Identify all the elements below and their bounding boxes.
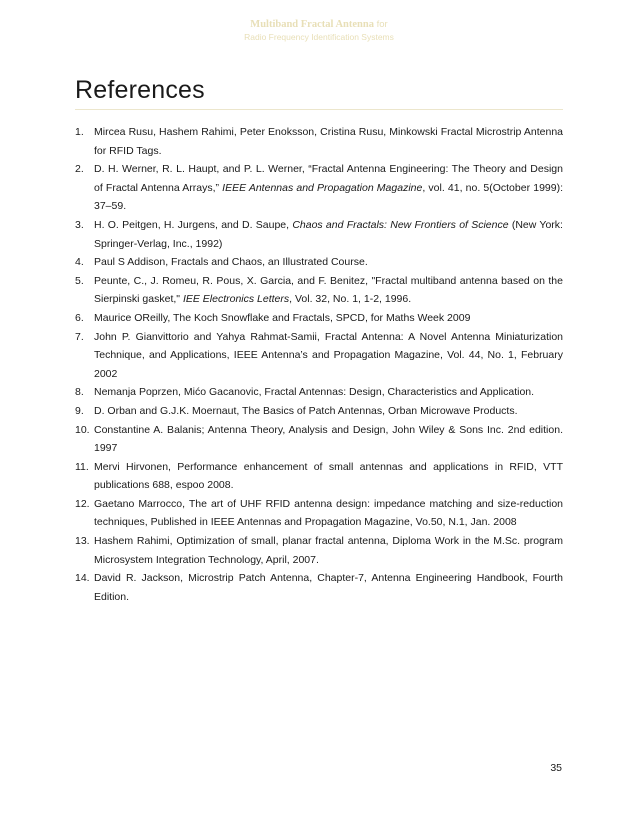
reference-item-13 bbox=[75, 532, 563, 569]
reference-journal-title: IEEE Antennas and Propagation Magazine bbox=[222, 181, 423, 194]
reference-number: 1. bbox=[75, 126, 84, 138]
reference-number: 2. bbox=[75, 163, 84, 176]
reference-number: 5. bbox=[75, 274, 84, 287]
reference-item-10 bbox=[75, 421, 563, 458]
reference-text-end: , vol. 41, no. 5(October 1999): 37–59. bbox=[94, 181, 563, 213]
reference-text: Maurice OReilly, The Koch Snowflake and Fractals, SPCD, for Maths Week 2009 bbox=[94, 311, 471, 324]
reference-item-14 bbox=[75, 569, 563, 606]
reference-item-5 bbox=[75, 272, 563, 309]
reference-text: Hashem Rahimi, Optimization of small, planar fractal antenna, Diploma Work in the M.Sc. program Microsystem Integration Technology, April, 2007. bbox=[94, 535, 563, 566]
reference-item-6 bbox=[75, 309, 563, 328]
reference-number: 13. bbox=[75, 535, 90, 548]
title-divider bbox=[75, 109, 563, 110]
reference-number: 10. bbox=[75, 423, 90, 436]
reference-item-9 bbox=[75, 402, 563, 421]
reference-text: Paul S Addison, Fractals and Chaos, an Illustrated Course. bbox=[94, 256, 368, 269]
reference-text: D. H. Werner, R. L. Haupt, and P. L. Werner, “Fractal Antenna Engineering: The Theory and Design of Fractal Antenna Arrays,” bbox=[94, 163, 563, 194]
running-header-title bbox=[0, 19, 638, 30]
reference-text: Constantine A. Balanis; Antenna Theory, Analysis and Design, John Wiley & Sons Inc. 2nd edition. 1997 bbox=[94, 423, 563, 455]
reference-text-end: (New York: Springer-Verlag, Inc., 1992) bbox=[94, 218, 563, 250]
reference-text: Peunte, C., J. Romeu, R. Pous, X. Garcia, and F. Benitez, "Fractal multiband antenna based on the Sierpinski gasket," bbox=[94, 274, 563, 306]
reference-number: 8. bbox=[75, 386, 84, 399]
reference-item-2 bbox=[75, 160, 563, 216]
reference-text: David R. Jackson, Microstrip Patch Antenna, Chapter-7, Antenna Engineering Handbook, Fourth Edition. bbox=[94, 572, 563, 603]
reference-item-8 bbox=[75, 383, 563, 402]
reference-number: 14. bbox=[75, 572, 90, 585]
reference-text: Mircea Rusu, Hashem Rahimi, Peter Enoksson, Cristina Rusu, Minkowski Fractal Microstrip Antenna for RFID Tags. bbox=[94, 126, 563, 157]
reference-text: H. O. Peitgen, H. Jurgens, and D. Saupe, bbox=[94, 218, 293, 231]
reference-number: 9. bbox=[75, 404, 84, 417]
reference-item-3 bbox=[75, 216, 563, 253]
reference-book-title: Chaos and Fractals: New Frontiers of Science bbox=[292, 218, 509, 231]
reference-number: 4. bbox=[75, 256, 84, 269]
reference-item-11 bbox=[75, 458, 563, 495]
reference-list bbox=[75, 123, 563, 606]
section-title: References bbox=[75, 76, 205, 104]
running-header bbox=[0, 19, 638, 42]
reference-item-12 bbox=[75, 495, 563, 532]
reference-text-end: , Vol. 32, No. 1, 1-2, 1996. bbox=[289, 293, 412, 306]
reference-text: D. Orban and G.J.K. Moernaut, The Basics of Patch Antennas, Orban Microwave Products. bbox=[94, 404, 518, 417]
reference-text: Mervi Hirvonen, Performance enhancement of small antennas and applications in RFID, VTT publications 688, espoo 2008. bbox=[94, 460, 563, 492]
running-header-subtitle: Radio Frequency Identification Systems bbox=[244, 32, 394, 43]
reference-number: 12. bbox=[75, 497, 90, 510]
running-header-title-text: Multiband Fractal Antenna bbox=[250, 19, 374, 30]
reference-journal-title: IEE Electronics Letters bbox=[182, 293, 290, 306]
reference-item-4 bbox=[75, 253, 563, 272]
running-header-title-suffix: for bbox=[376, 19, 388, 30]
reference-number: 7. bbox=[75, 330, 84, 343]
reference-item-1 bbox=[75, 123, 563, 160]
reference-text: John P. Gianvittorio and Yahya Rahmat-Samii, Fractal Antenna: A Novel Antenna Miniaturization Technique, and Applications, IEEE Antenna’s and Propagation Magazine, Vol. 44, No. 1, February 2002 bbox=[94, 330, 563, 380]
reference-text: Nemanja Poprzen, Mićo Gacanovic, Fractal Antennas: Design, Characteristics and Application. bbox=[94, 386, 535, 399]
reference-number: 11. bbox=[75, 460, 89, 473]
reference-number: 3. bbox=[75, 218, 84, 231]
page-number: 35 bbox=[550, 762, 562, 774]
reference-text: Gaetano Marrocco, The art of UHF RFID antenna design: impedance matching and size-reduction techniques, Published in IEEE Antennas and Propagation Magazine, Vo.50, N.1, Jan. 2008 bbox=[94, 497, 563, 529]
reference-item-7 bbox=[75, 328, 563, 384]
reference-number: 6. bbox=[75, 311, 84, 324]
